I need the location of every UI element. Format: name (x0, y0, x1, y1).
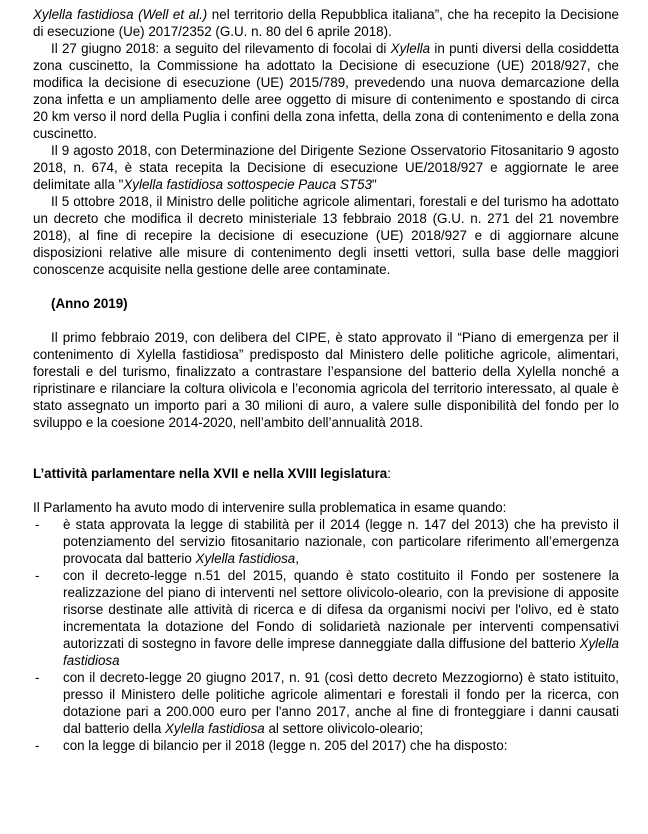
species-name: Xylella fastidiosa (Well et al.) (33, 7, 208, 22)
section-title (33, 465, 619, 482)
paragraph-text: in punti diversi della cosiddetta zona cuscinetto, la Commissione ha adottato la Decisione di esecuzione (UE) 2018/927, che modifica la decisione di esecuzione (UE) 2015/789, prevedendo una nuova demarcazione della zona infetta e un ampliamento delle aree oggetto di misure di contenimento e spostando di circa 20 km verso il nord della Puglia i confini della zona infetta, della zona di contenimento e della zona cuscinetto. (33, 41, 619, 141)
list-item-text: , (295, 551, 299, 566)
intro-paragraph: Il Parlamento ha avuto modo di intervenire sulla problematica in esame quando: (33, 500, 507, 515)
intervention-list (33, 516, 619, 754)
paragraph-june-2018 (33, 40, 619, 142)
list-item (33, 737, 619, 754)
species-name: Xylella (390, 41, 431, 56)
list-item-text: è stata approvata la legge di stabilità per il 2014 (legge n. 147 del 2013) che ha previsto il potenziamento del servizio fitosanitario nazionale, con particolare riferimento all’emergenza provocata dal batterio (63, 517, 619, 566)
paragraph-text: nel territorio della Repubblica italiana”, che ha recepito la Decisione di esecuzione (Ue) 2017/2352 (G.U. n. 80 del 6 aprile 2018). (33, 7, 619, 39)
section-title-colon: : (387, 466, 391, 481)
list-item (33, 669, 619, 737)
list-item-text: con la legge di bilancio per il 2018 (legge n. 205 del 2017) che ha disposto: (63, 738, 508, 753)
paragraph-text: Il 27 giugno 2018: a seguito del rilevamento di focolai di (51, 41, 391, 56)
spacer (33, 482, 619, 499)
dash-bullet: - (35, 738, 40, 753)
species-name: Xylella fastidiosa (165, 721, 265, 736)
species-name: Xylella fastidiosa (63, 636, 619, 668)
paragraph-february-2019: Il primo febbraio 2019, con delibera del CIPE, è stato approvato il “Piano di emergenza per il contenimento di Xylella fastidiosa” predisposto dal Ministero delle politiche agricole, alimentari, forestali e del turismo, finalizzato a contrastare l’espansione del batterio della Xylella nonché a ripristinare e rilanciare la coltura olivicola e l’economia agricola del territorio interessato, al quale è stato assegnato un importo pari a 30 milioni di auro, a valere sulle disponibilità del fondo per lo sviluppo e la coesione 2014-2020, nell’ambito dell’annualità 2018. (33, 330, 619, 430)
species-name: Xylella fastidiosa (195, 551, 296, 566)
list-item-text: con il decreto-legge 20 giugno 2017, n. 91 (così detto decreto Mezzogiorno) è stato istituito, presso il Ministero delle politiche agricole alimentari e forestali il fondo per la ricerca, con dotazione pari a 200.000 euro per l'anno 2017, anche al fine di fronteggiare i danni causati dal batterio della (63, 670, 619, 736)
dash-bullet: - (35, 517, 40, 532)
list-item (33, 567, 619, 669)
heading-year-2019: (Anno 2019) (51, 296, 128, 311)
spacer (33, 431, 619, 465)
species-name: Xylella fastidiosa sottospecie Pauca ST53 (123, 177, 372, 192)
paragraph-august-2018 (33, 142, 619, 193)
list-item-text: con il decreto-legge n.51 del 2015, quando è stato costituito il Fondo per sostenere la realizzazione del piano di interventi nel settore olivicolo-oleario, con la previsione di apposite risorse destinate alle attività di ricerca e di difesa da organismi nocivi per l'olivo, ed è stato incrementata la dotazione del Fondo di solidarietà nazionale per interventi compensativi autorizzati di sostegno in favore delle imprese danneggiate dalla diffusione del batterio (63, 568, 619, 651)
list-item-text: al settore olivicolo-oleario; (264, 721, 424, 736)
paragraph-october-2018: Il 5 ottobre 2018, il Ministro delle politiche agricole alimentari, forestali e del turismo ha adottato un decreto che modifica il decreto ministeriale 13 febbraio 2018 (G.U. n. 271 del 21 novembre 2018), al fine di recepire la decisione di esecuzione (UE) 2018/927 e di aggiornare alcune disposizioni relative alle misure di contenimento degli insetti vettori, sulla base delle maggiori conoscenze acquisite nella gestione delle aree contaminate. (33, 194, 619, 277)
list-item (33, 516, 619, 567)
section-title-text: L’attività parlamentare nella XVII e nella XVIII legislatura (33, 466, 388, 481)
spacer (33, 312, 619, 329)
document-page (33, 6, 619, 754)
paragraph-text: Il 9 agosto 2018, con Determinazione del Dirigente Sezione Osservatorio Fitosanitario 9 agosto 2018, n. 674, è stata recepita la Decisione di esecuzione UE/2018/927 e aggiornate le aree delimitate alla " (33, 143, 619, 192)
paragraph-decision-2017 (33, 6, 619, 40)
paragraph-text: " (371, 177, 377, 192)
dash-bullet: - (35, 670, 40, 685)
dash-bullet: - (35, 568, 40, 583)
